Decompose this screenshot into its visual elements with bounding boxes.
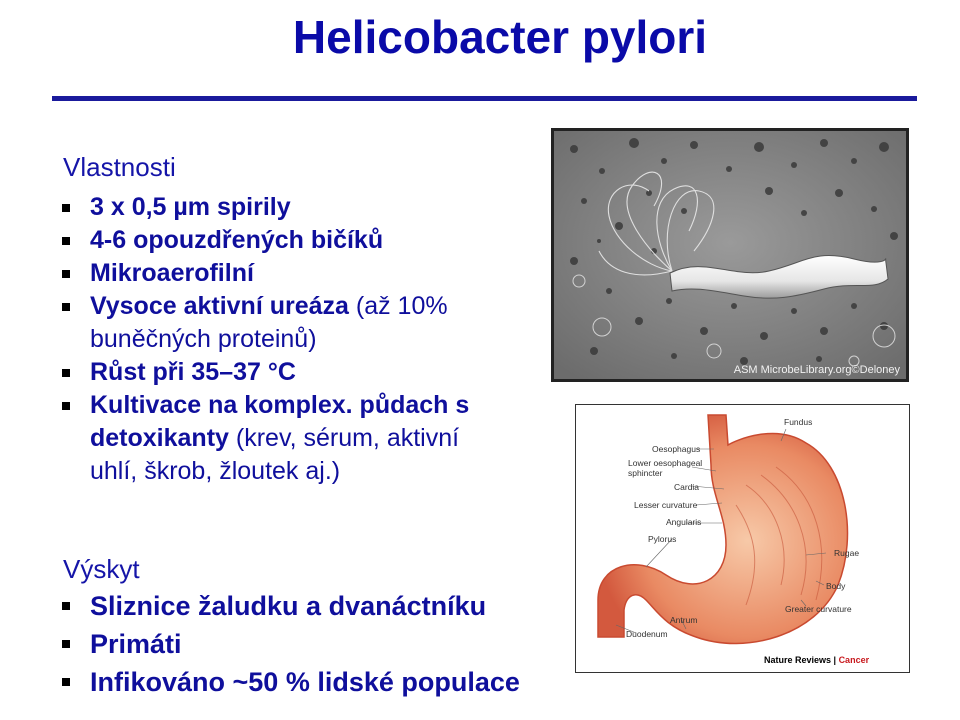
section-heading-vlastnosti: Vlastnosti <box>63 152 176 182</box>
page-title: Helicobacter pylori <box>292 11 708 63</box>
list-item: Infikováno ~50 % lidské populace <box>62 663 520 701</box>
label-les-2: sphincter <box>628 468 663 478</box>
title-divider <box>52 96 917 101</box>
list-item: 3 x 0,5 µm spirily <box>62 191 469 224</box>
bacterium-micrograph <box>551 128 909 382</box>
label-oesophagus: Oesophagus <box>652 444 701 454</box>
label-body: Body <box>826 581 846 591</box>
list-item: Primáti <box>62 625 520 663</box>
section-heading-vyskyt: Výskyt <box>63 554 140 584</box>
list-item: Vysoce aktivní ureáza (až 10% buněčných proteinů) <box>62 290 469 356</box>
list-item: Mikroaerofilní <box>62 257 469 290</box>
list-item: Kultivace na komplex. půdach s detoxikanty (krev, sérum, aktivní uhlí, škrob, žloutek aj.) <box>62 389 469 488</box>
label-duodenum: Duodenum <box>626 629 668 639</box>
micrograph-image <box>554 131 906 379</box>
label-les-1: Lower oesophageal <box>628 458 703 468</box>
bullet-icon <box>62 678 70 686</box>
micrograph-credit: ASM MicrobeLibrary.org©Deloney <box>733 364 900 376</box>
bullet-icon <box>62 204 70 212</box>
label-lesser-curvature: Lesser curvature <box>634 500 698 510</box>
diagram-source: Nature Reviews | Cancer <box>764 655 870 665</box>
label-rugae: Rugae <box>834 548 860 558</box>
label-greater-curvature: Greater curvature <box>785 604 852 614</box>
list-item: Sliznice žaludku a dvanáctníku <box>62 587 520 625</box>
bullet-icon <box>62 640 70 648</box>
label-antrum: Antrum <box>670 615 698 625</box>
list-item: Růst při 35–37 °C <box>62 356 469 389</box>
properties-list <box>62 191 469 488</box>
bullet-icon <box>62 369 70 377</box>
label-cardia: Cardia <box>674 482 700 492</box>
bullet-icon <box>62 303 70 311</box>
bullet-icon <box>62 402 70 410</box>
label-pylorus: Pylorus <box>648 534 677 544</box>
bullet-icon <box>62 602 70 610</box>
list-item: 4-6 opouzdřených bičíků <box>62 224 469 257</box>
bullet-icon <box>62 237 70 245</box>
bullet-icon <box>62 270 70 278</box>
label-fundus: Fundus <box>784 417 813 427</box>
occurrence-list <box>62 587 520 701</box>
label-angularis: Angularis <box>666 517 702 527</box>
stomach-diagram <box>575 404 910 673</box>
